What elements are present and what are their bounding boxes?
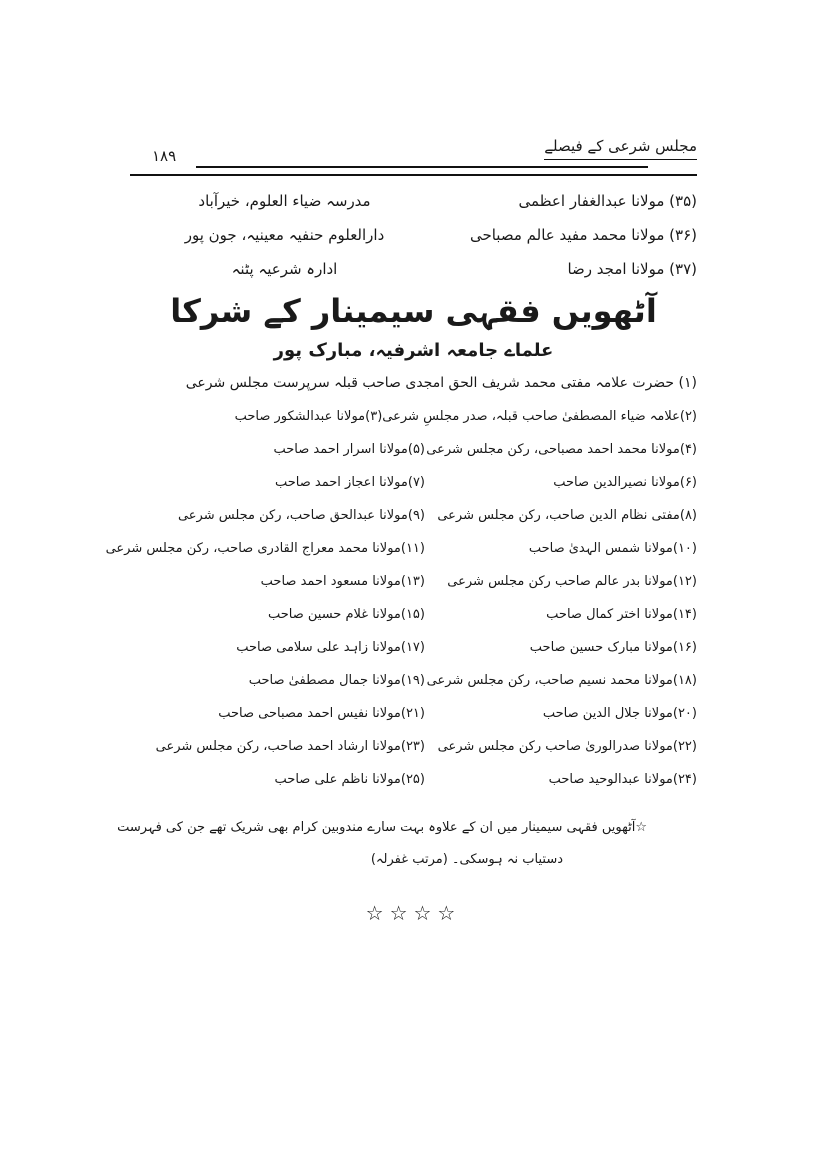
footnote: [117, 812, 697, 876]
participant-entry: (۲۲)مولانا صدرالوریٰ صاحب رکن مجلس شرعی: [437, 739, 697, 754]
participant-entry: (۲۰)مولانا جلال الدین صاحب: [542, 706, 697, 721]
participant-row: [130, 433, 697, 466]
page-header: [130, 135, 697, 182]
participant-row: [130, 598, 697, 631]
delegate-name: (۳۶) مولانا محمد مفید عالم مصباحی: [469, 226, 697, 244]
participant-entry: (۸)مفتی نظام الدین صاحب، رکن مجلس شرعی: [437, 508, 697, 523]
participant-row: [130, 631, 697, 664]
delegate-name: (۳۵) مولانا عبدالغفار اعظمی: [518, 192, 697, 210]
delegate-row: [130, 184, 697, 218]
participant-entry: (۲۱)مولانا نفیس احمد مصباحی صاحب: [218, 706, 425, 721]
participant-row: [130, 400, 697, 433]
participant-row: [105, 532, 697, 565]
delegate-institution: ادارہ شرعیہ پٹنہ: [231, 260, 338, 278]
participant-row: [130, 730, 697, 763]
participant-lead-entry: (۱) حضرت علامہ مفتی محمد شریف الحق امجدی صاحب قبلہ سرپرست مجلس شرعی: [185, 375, 697, 391]
participant-entry: (۱۱)مولانا محمد معراج القادری صاحب، رکن مجلس شرعی: [105, 541, 425, 556]
participant-entry: (۱۴)مولانا اختر کمال صاحب: [546, 607, 697, 622]
participant-entry: (۳)مولانا عبدالشکور صاحب: [234, 409, 383, 424]
participant-entry: (۱۸)مولانا محمد نسیم صاحب، رکن مجلس شرعی: [426, 673, 697, 688]
page-number: ۱۸۹: [152, 147, 177, 165]
delegate-row: [130, 218, 697, 252]
delegate-institution: مدرسہ ضیاء العلوم، خیرآباد: [198, 192, 371, 210]
participant-row: [130, 565, 697, 598]
participant-entry: (۶)مولانا نصیرالدین صاحب: [553, 475, 697, 490]
participant-entry: (۲۴)مولانا عبدالوحید صاحب: [548, 772, 697, 787]
participant-entry: (۱۲)مولانا بدر عالم صاحب رکن مجلس شرعی: [447, 574, 697, 589]
participant-entry: (۷)مولانا اعجاز احمد صاحب: [275, 475, 425, 490]
participant-entry: (۱۰)مولانا شمس الہدیٰ صاحب: [528, 541, 697, 556]
footnote-line: ☆آٹھویں فقہی سیمینار میں ان کے علاوہ بہت سارے مندوبین کرام بھی شریک تھے جن کی فہرست: [117, 820, 647, 835]
footnote-line: دستیاب نہ ہوسکی۔ (مرتب غفرلہ): [370, 852, 563, 867]
header-rule-upper: [196, 166, 648, 168]
participant-entry: (۱۶)مولانا مبارک حسین صاحب: [529, 640, 697, 655]
participant-row: [130, 763, 697, 796]
running-title: مجلس شرعی کے فیصلے: [544, 135, 697, 160]
delegate-row: [130, 252, 697, 286]
header-rule-lower: [130, 174, 697, 176]
page-content: [105, 135, 697, 926]
participant-row: [130, 697, 697, 730]
delegate-institution: دارالعلوم حنفیہ معینیہ، جون پور: [184, 226, 385, 244]
participant-entry: (۱۹)مولانا جمال مصطفیٰ صاحب: [248, 673, 425, 688]
participant-entry: (۱۳)مولانا مسعود احمد صاحب: [260, 574, 425, 589]
participant-row: [130, 466, 697, 499]
participant-row: [130, 499, 697, 532]
participant-entry: (۲۵)مولانا ناظم علی صاحب: [274, 772, 425, 787]
end-stars: ☆☆☆☆: [365, 901, 462, 925]
participant-entry: (۲۳)مولانا ارشاد احمد صاحب، رکن مجلس شرعی: [155, 739, 425, 754]
participant-entry: (۲)علامہ ضیاء المصطفیٰ صاحب قبلہ، صدر مجلسِ شرعی: [382, 409, 697, 424]
participants-list: [105, 400, 697, 796]
participant-entry: (۴)مولانا محمد احمد مصباحی، رکن مجلس شرعی: [426, 442, 697, 457]
participant-entry: (۱۵)مولانا غلام حسین صاحب: [267, 607, 425, 622]
participant-entry: (۵)مولانا اسرار احمد صاحب: [273, 442, 425, 457]
participant-entry: (۹)مولانا عبدالحق صاحب، رکن مجلس شرعی: [177, 508, 425, 523]
continued-delegates-list: [130, 184, 697, 286]
section-title: آٹھویں فقہی سیمینار کے شرکا: [170, 292, 657, 330]
participant-entry: (۱۷)مولانا زاہد علی سلامی صاحب: [236, 640, 425, 655]
delegate-name: (۳۷) مولانا امجد رضا: [567, 260, 697, 278]
section-subtitle: علماے جامعہ اشرفیہ، مبارک پور: [273, 340, 554, 361]
participant-row: [130, 664, 697, 697]
